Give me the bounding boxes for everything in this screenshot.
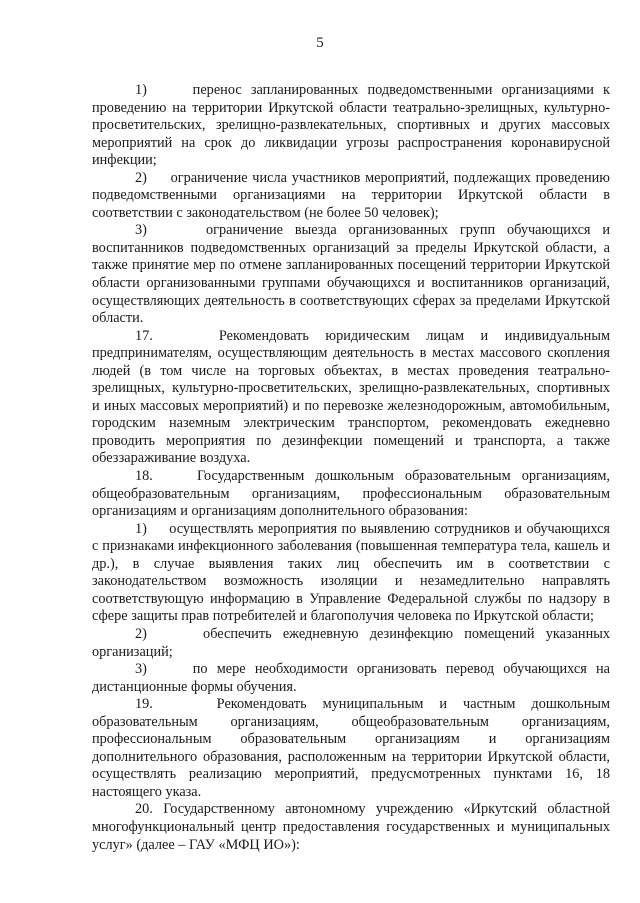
paragraph-17: 17. Рекомендовать юридическим лицам и индивидуальным предпринимателям, осуществляющим деятельность в местах массового скопления людей (в том числе на торговых объектах, в местах проведения театрально-зрелищных, культурно-просветительских, зрелищно-развлекательных, спортивных и иных массовых мероприятий) и по перевозке железнодорожным, автомобильным, городским наземным электрическим транспортом, рекомендовать ежедневно проводить мероприятия по дезинфекции помещений и транспорта, а также обеззараживание воздуха. xyxy=(92,327,610,467)
paragraph-16-item-1: 1) перенос запланированных подведомственными организациями к проведению на территории Иркутской области театрально-зрелищных, культурно-просветительских, зрелищно-развлекательных, спортивных и других массовых мероприятий на срок до ликвидации угрозы распространения коронавирусной инфекции; xyxy=(92,82,610,169)
document-body xyxy=(92,82,610,854)
paragraph-19: 19. Рекомендовать муниципальным и частным дошкольным образовательным организациям, общеобразовательным организациям, профессиональным образовательным организациям и организациям дополнительного образования, расположенным на территории Иркутской области, осуществлять реализацию мероприятий, предусмотренных пунктами 16, 18 настоящего указа. xyxy=(92,696,610,800)
paragraph-18-item-2: 2) обеспечить ежедневную дезинфекцию помещений указанных организаций; xyxy=(92,625,610,660)
paragraph-16-item-2: 2) ограничение числа участников мероприятий, подлежащих проведению подведомственными организациями на территории Иркутской области в соответствии с законодательством (не более 50 человек); xyxy=(92,169,610,221)
page-number: 5 xyxy=(316,35,324,51)
paragraph-16-item-3: 3) ограничение выезда организованных групп обучающихся и воспитанников подведомственных организаций за пределы Иркутской области, а также принятие мер по отмене запланированных посещений территории Иркутской области организованными группами обучающихся и воспитанников организаций, осуществляющих деятельность в соответствующих сферах за пределами Иркутской области. xyxy=(92,222,610,327)
paragraph-18: 18. Государственным дошкольным образовательным организациям, общеобразовательным организациям, профессиональным образовательным организациям и организациям дополнительного образования: xyxy=(92,468,610,520)
paragraph-20: 20. Государственному автономному учреждению «Иркутский областной многофункциональный центр предоставления государственных и муниципальных услуг» (далее – ГАУ «МФЦ ИО»): xyxy=(92,801,610,853)
paragraph-18-item-3: 3) по мере необходимости организовать перевод обучающихся на дистанционные формы обучения. xyxy=(92,661,610,695)
paragraph-18-item-1: 1) осуществлять мероприятия по выявлению сотрудников и обучающихся с признаками инфекционного заболевания (повышенная температура тела, кашель и др.), в случае выявления таких лиц обеспечить им в соответствии с законодательством возможность изоляции и незамедлительно направлять соответствующую информацию в Управление Федеральной службы по надзору в сфере защиты прав потребителей и благополучия человека по Иркутской области; xyxy=(92,520,610,625)
